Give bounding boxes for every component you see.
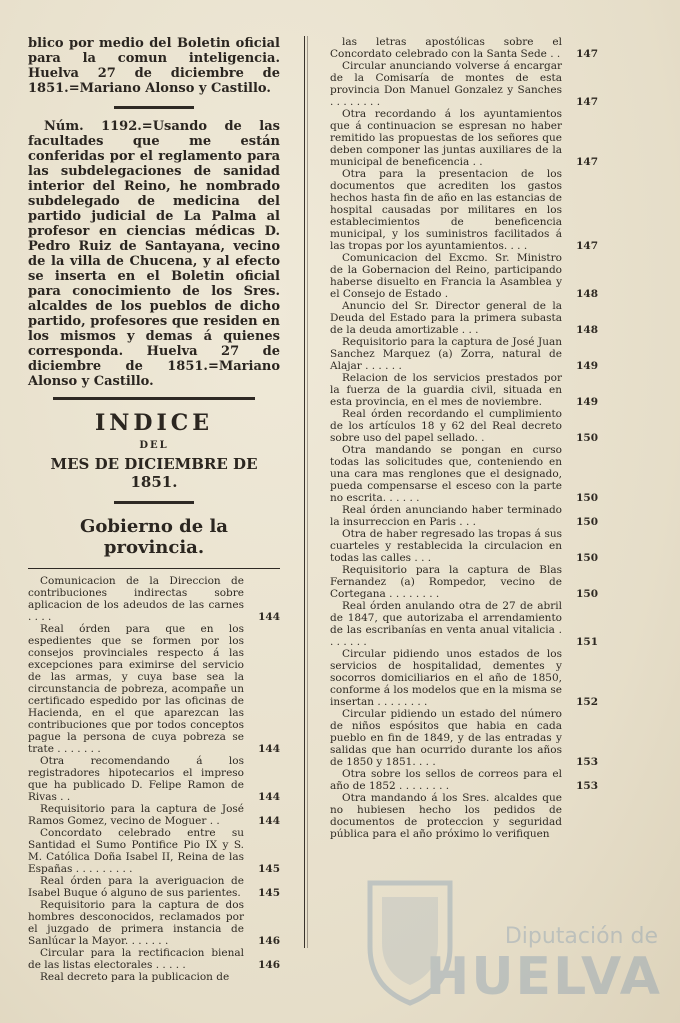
index-month: MES DE DICIEMBRE DE 1851. — [50, 455, 258, 491]
index-entry-text: Real órden anulando otra de 27 de abril de 1847, que autorizaba el arrendamiento de las escribanías en venta anual vitalicia . . . . . . . — [330, 600, 562, 648]
index-entry — [330, 708, 598, 768]
index-entry-text: Otra mandando se pongan en curso todas las solicitudes que, conteniendo en una cara mas renglones que el designado, pueda compensarse el esceso con la parte no escrita. . . . . . — [330, 444, 562, 504]
index-entry — [330, 648, 598, 708]
index-entry-text: Real órden para que en los espedientes que se formen por los consejos provinciales respecto á las excepciones para eximirse del servicio de las armas, y cuya base sea la circunstancia de pobreza, acompañe un certificado espedido por las oficinas de Hacienda, en el que aparezcan las contribuciones que por todos conceptos pague la persona de cuya pobreza se trate . . . . . . . — [28, 623, 244, 755]
index-entry-page-number: 144 — [258, 791, 280, 803]
archive-watermark — [362, 857, 662, 1007]
index-entry — [330, 600, 598, 648]
index-entry-page-number: 153 — [576, 780, 598, 792]
index-entry-page-number: 145 — [258, 863, 280, 875]
index-entry-text: Comunicacion de la Direccion de contribuciones indirectas sobre aplicacion de los adeudos de las carnes . . . . — [28, 575, 244, 623]
index-entry-text: Requisitorio para la captura de Blas Fernandez (a) Rompedor, vecino de Cortegana . . . . . . . . — [330, 564, 562, 600]
index-entry-text: Otra mandando á los Sres. alcaldes que no hubiesen hecho los pedidos de documentos de proteccion y seguridad pública para el año próximo lo verifiquen — [330, 792, 562, 840]
separator-rule — [114, 501, 194, 504]
index-entry — [330, 408, 598, 444]
index-entry-text: Otra para la presentacion de los documentos que acrediten los gastos hechos hasta fin de año en las estancias de hospital causadas por militares en los establecimientos de beneficencia municipal, y los suministros facilitados á las tropas por los ayuntamientos. . . . — [330, 168, 562, 252]
separator-rule — [114, 106, 194, 109]
index-entry-page-number: 150 — [576, 588, 598, 600]
index-entry — [330, 792, 598, 840]
index-entry-page-number: 150 — [576, 492, 598, 504]
index-del: DEL — [139, 440, 169, 451]
index-entry — [330, 60, 598, 108]
index-entry-text: Requisitorio para la captura de José Ramos Gomez, vecino de Moguer . . — [28, 803, 244, 827]
decree-paragraph: Núm. 1192.=Usando de las facultades que me están conferidas por el reglamento para las subdelegaciones de sanidad interior del Reino, he nombrado subdelegado de medicina del partido judicial de La Palma al profesor en ciencias médicas D. Pedro Ruiz de Santayana, vecino de la villa de Chucena, y al efecto se inserta en el Boletin oficial para conocimiento de los Sres. alcaldes de los pueblos de dicho partido, profesores que residen en los mismos y demas á quienes corresponda. Huelva 27 de diciembre de 1851.=Mariano Alonso y Castillo. — [28, 119, 280, 389]
separator-line — [28, 568, 280, 569]
index-entries-left — [28, 575, 280, 983]
index-entry-text: Circular pidiendo unos estados de los servicios de hospitalidad, dementes y socorros domiciliarios en el año de 1850, conforme á los modelos que en la misma se insertan . . . . . . . . — [330, 648, 562, 708]
index-entry-text: Comunicacion del Excmo. Sr. Ministro de la Gobernacion del Reino, participando haberse disuelto en Francia la Asamblea y el Consejo de Estado . — [330, 252, 562, 300]
index-entry-page-number: 149 — [576, 360, 598, 372]
index-entry-text: Requisitorio para la captura de José Juan Sanchez Marquez (a) Zorra, natural de Alajar . . . . . . — [330, 336, 562, 372]
index-entry — [28, 575, 280, 623]
section-heading: Gobierno de la provincia. — [80, 516, 228, 558]
index-entry-text: Circular para la rectificacion bienal de las listas electorales . . . . . — [28, 947, 244, 971]
index-entry — [330, 168, 598, 252]
index-entry-page-number: 147 — [576, 240, 598, 252]
index-entry-page-number: 144 — [258, 815, 280, 827]
watermark-top-text: Diputación de — [504, 924, 658, 949]
index-entry — [330, 300, 598, 336]
index-entry-page-number: 147 — [576, 48, 598, 60]
column-divider-inner — [307, 36, 308, 948]
index-entry-page-number: 150 — [576, 516, 598, 528]
index-entry-page-number: 150 — [576, 552, 598, 564]
index-entry-page-number: 144 — [258, 743, 280, 755]
index-entry — [330, 528, 598, 564]
index-entry-text: Relacion de los servicios prestados por la fuerza de la guardia civil, situada en esta provincia, en el mes de noviembre. — [330, 372, 562, 408]
watermark-logo-text: HUELVA — [425, 947, 662, 1007]
index-entry — [330, 768, 598, 792]
index-entry — [330, 372, 598, 408]
index-entry — [330, 564, 598, 600]
index-entry-page-number: 152 — [576, 696, 598, 708]
index-entry-page-number: 148 — [576, 324, 598, 336]
index-entry-text: Otra de haber regresado las tropas á sus cuarteles y restablecida la circulacion en todas las calles . . . — [330, 528, 562, 564]
index-entry — [28, 827, 280, 875]
index-entry — [28, 899, 280, 947]
index-entry — [28, 755, 280, 803]
index-entry-text: Otra recordando á los ayuntamientos que á continuacion se espresan no haber remitido las propuestas de los señores que deben componer las juntas auxiliares de la municipal de beneficencia . . — [330, 108, 562, 168]
column-divider — [304, 36, 305, 948]
index-entry-page-number: 147 — [576, 156, 598, 168]
index-entry-page-number: 148 — [576, 288, 598, 300]
index-entry-text: Circular pidiendo un estado del número de niños espósitos que habia en cada pueblo en fin de 1849, y de las entradas y salidas que han ocurrido durante los años de 1850 y 1851. . . . — [330, 708, 562, 768]
index-entry — [330, 252, 598, 300]
index-entry-page-number: 144 — [258, 611, 280, 623]
index-entry-page-number: 150 — [576, 432, 598, 444]
index-entry-page-number: 145 — [258, 887, 280, 899]
right-column — [330, 36, 598, 840]
index-entry-text: Real órden para la averiguacion de Isabel Buque ó alguno de sus parientes. — [28, 875, 244, 899]
index-entry — [28, 623, 280, 755]
index-entry — [330, 504, 598, 528]
index-entry-page-number: 146 — [258, 959, 280, 971]
index-entry-text: Otra sobre los sellos de correos para el año de 1852 . . . . . . . . — [330, 768, 562, 792]
index-entry — [28, 971, 280, 983]
index-entry-text: Anuncio del Sr. Director general de la Deuda del Estado para la primera subasta de la deuda amortizable . . . — [330, 300, 562, 336]
index-entry-text: Concordato celebrado entre su Santidad el Sumo Pontifice Pio IX y S. M. Católica Doña Isabel II, Reina de las Españas . . . . . . . . . — [28, 827, 244, 875]
index-entry-page-number: 147 — [576, 96, 598, 108]
index-entry-text: Real órden recordando el cumplimiento de los artículos 18 y 62 del Real decreto sobre uso del papel sellado. . — [330, 408, 562, 444]
intro-paragraph: blico por medio del Boletin oficial para la comun inteligencia. Huelva 27 de diciembre de 1851.=Mariano Alonso y Castillo. — [28, 36, 280, 96]
index-entry — [330, 108, 598, 168]
index-entry-text: Real decreto para la publicacion de — [40, 971, 230, 983]
index-entry — [330, 336, 598, 372]
index-entry — [330, 444, 598, 504]
index-entry-text: Otra recomendando á los registradores hipotecarios el impreso que ha publicado D. Felipe Ramon de Rivas . . — [28, 755, 244, 803]
index-title: INDICE — [94, 410, 214, 436]
index-entry-page-number: 153 — [576, 756, 598, 768]
index-entry-text: Circular anunciando volverse á encargar de la Comisaría de montes de esta provincia Don Manuel Gonzalez y Sanches . . . . . . . . — [330, 60, 562, 108]
index-entry — [28, 947, 280, 971]
index-entry — [330, 36, 598, 60]
left-column — [28, 36, 280, 983]
index-entry-text: Real órden anunciando haber terminado la insurreccion en Paris . . . — [330, 504, 562, 528]
index-entry-page-number: 149 — [576, 396, 598, 408]
index-entry-text: Requisitorio para la captura de dos hombres desconocidos, reclamados por el juzgado de primera instancia de Sanlúcar la Mayor. . . . . . . — [28, 899, 244, 947]
index-entry — [28, 875, 280, 899]
index-entry-text: las letras apostólicas sobre el Concordato celebrado con la Santa Sede . . — [330, 36, 562, 60]
index-entry-page-number: 146 — [258, 935, 280, 947]
index-entry-page-number: 151 — [576, 636, 598, 648]
index-entries-right — [330, 36, 598, 840]
index-entry — [28, 803, 280, 827]
separator-rule-thick — [53, 397, 255, 400]
